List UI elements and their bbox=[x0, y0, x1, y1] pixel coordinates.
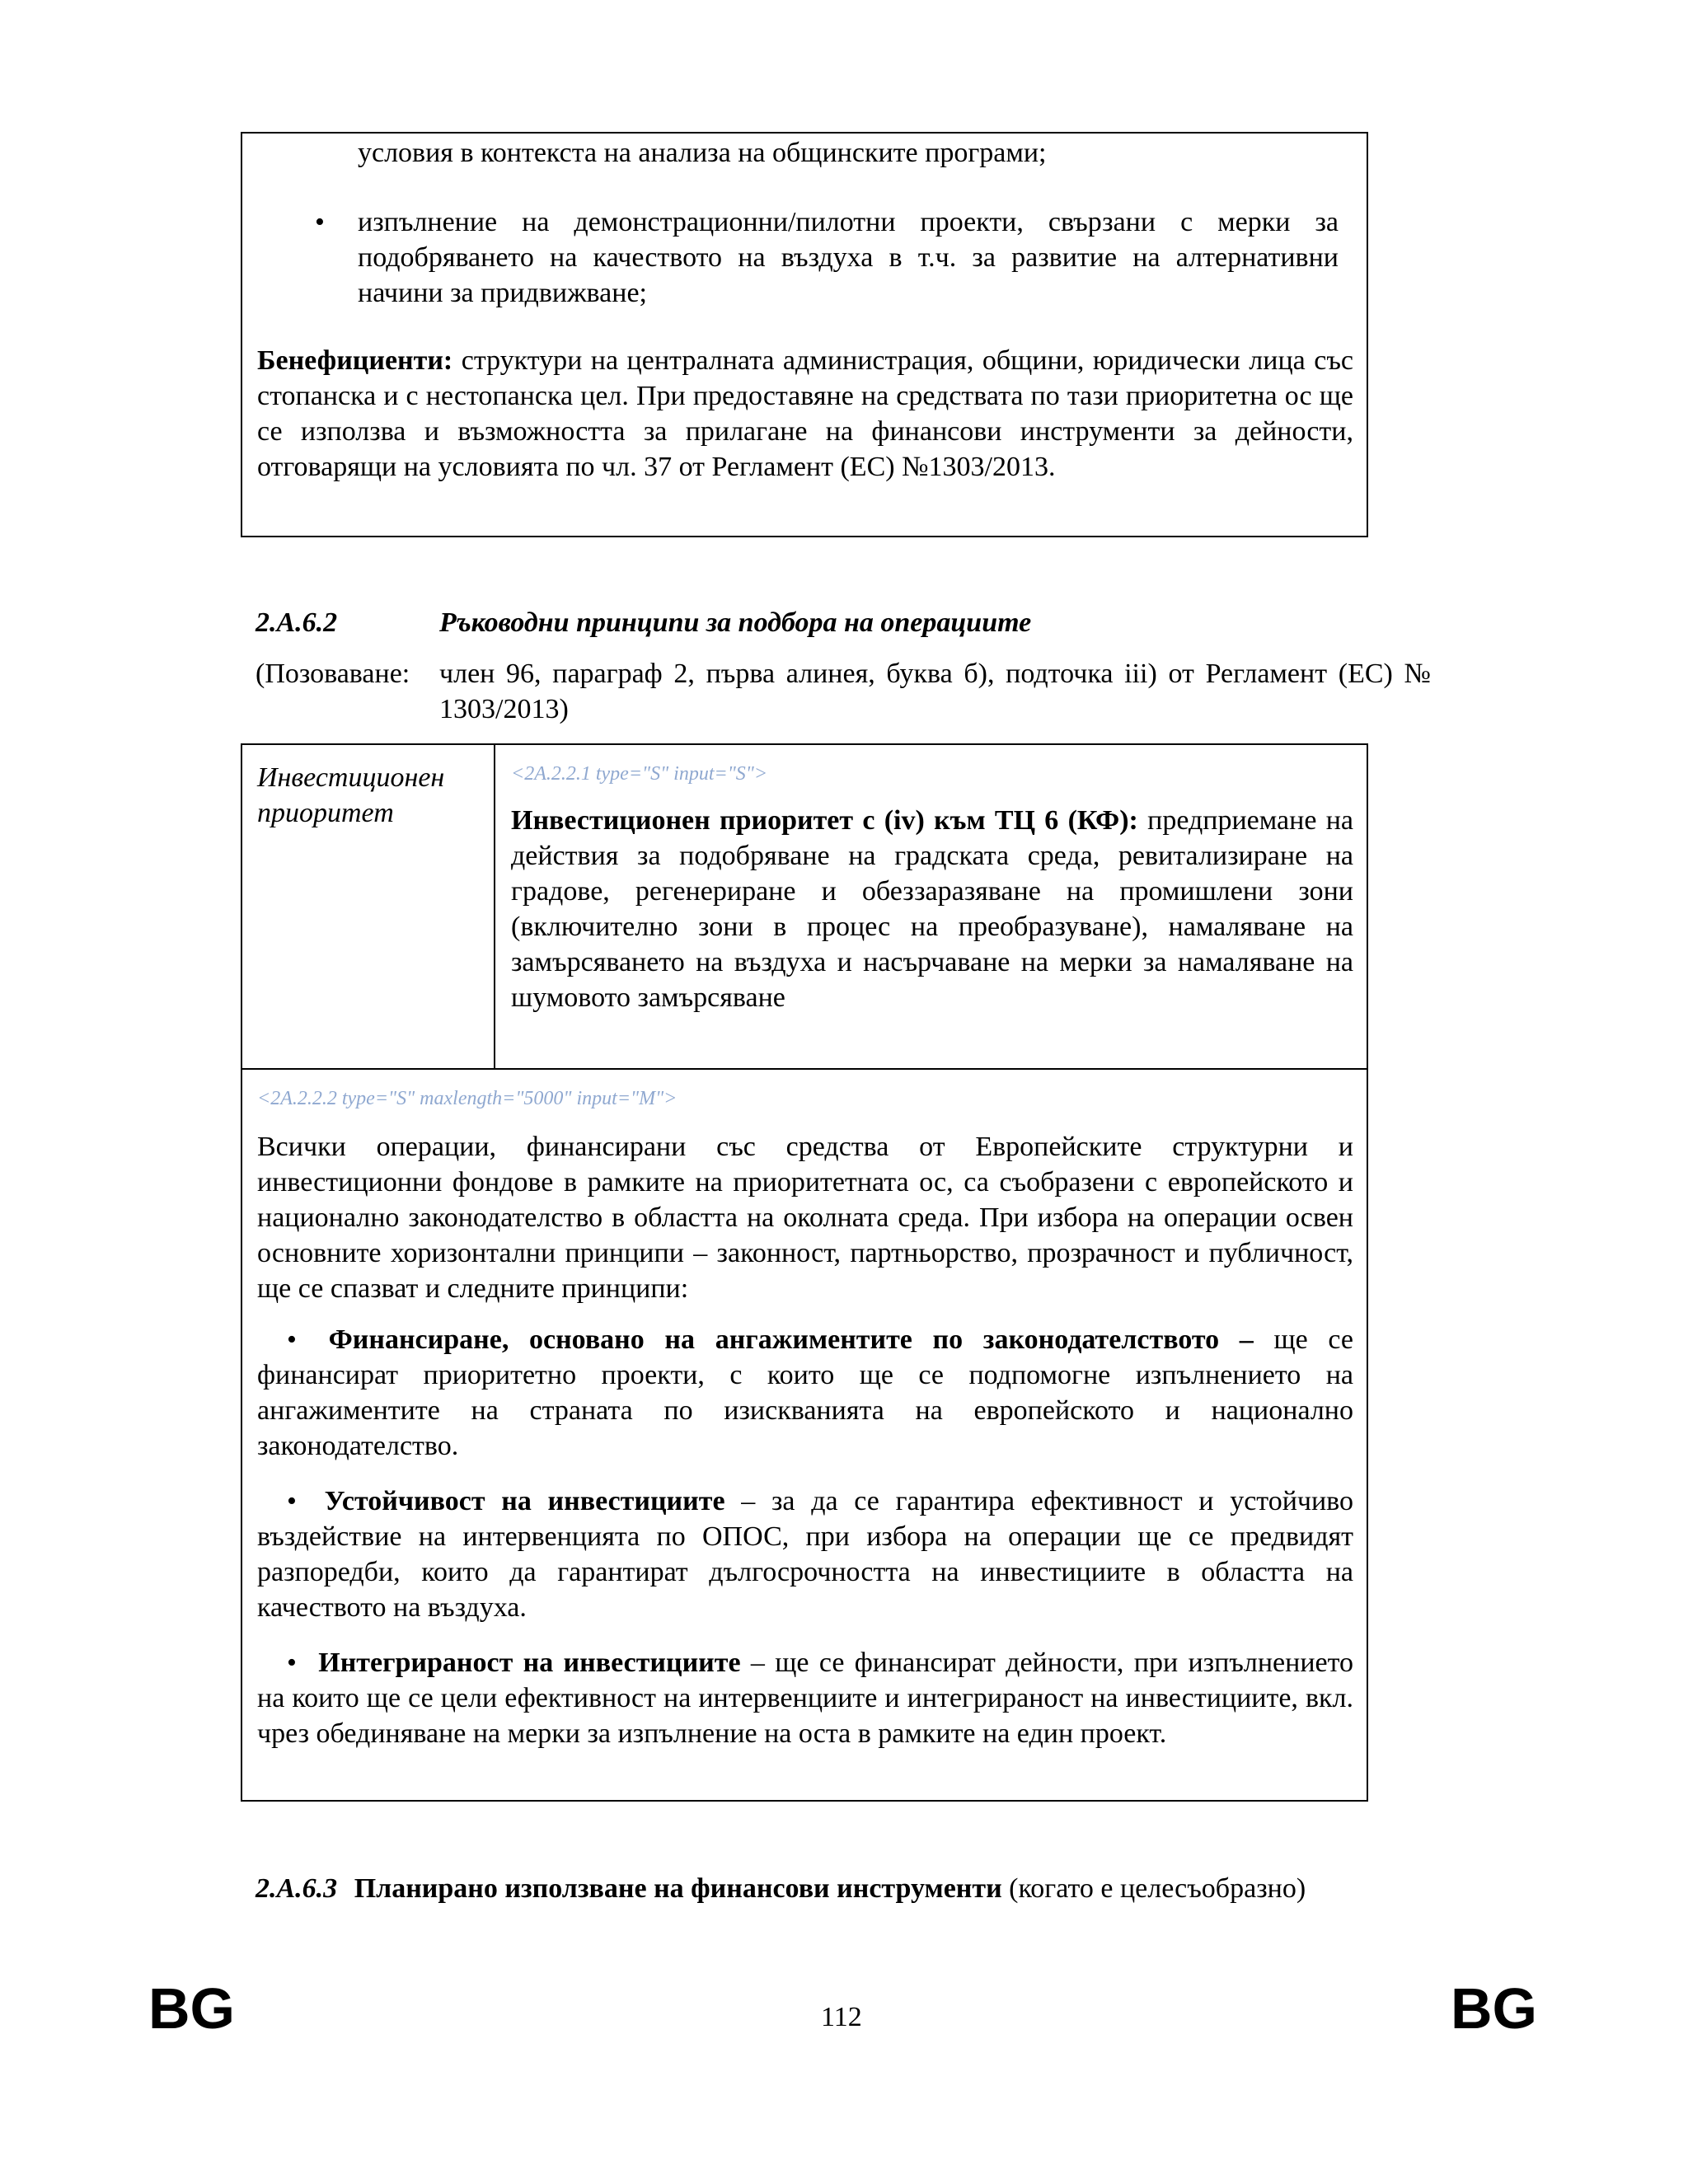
country-code-left: BG bbox=[148, 1976, 235, 2041]
reference-text: член 96, параграф 2, първа алинея, буква б), подточка iii) от Регламент (ЕС) № 1303/2013) bbox=[439, 658, 1431, 724]
top-content-box bbox=[241, 132, 1368, 537]
investment-priority-text: предприемане на действия за подобряване на градската среда, ревитализиране на градове, регенериране и обеззаразяване на промишлени зони (включително зони в процес на преобразуване), намаляване на замърсяването на въздуха и насърчаване на мерки за намаляване на шумовото замърсяване bbox=[511, 805, 1353, 1013]
row-divider bbox=[242, 1068, 1367, 1070]
investment-priority-bold: Инвестиционен приоритет с (iv) към ТЦ 6 (КФ): bbox=[511, 805, 1138, 836]
section-suffix-263: (когато е целесъобразно) bbox=[1001, 1873, 1306, 1904]
principle-item bbox=[257, 1483, 1353, 1625]
section-title-262: Ръководни принципи за подбора на операциите bbox=[439, 607, 1032, 638]
principle-item bbox=[257, 1322, 1353, 1464]
section-263-heading bbox=[256, 1871, 1306, 1906]
principle-bold: Устойчивост на инвестициите bbox=[324, 1486, 725, 1516]
principle-bold: Финансиране, основано на ангажиментите по законодателството – bbox=[328, 1324, 1254, 1355]
beneficiaries-paragraph bbox=[257, 343, 1353, 485]
bullet-icon: • bbox=[287, 1324, 297, 1355]
page-number: 112 bbox=[821, 2002, 862, 2032]
field-tag-2a221: <2A.2.2.1 type="S" input="S"> bbox=[511, 763, 768, 785]
principle-bold: Интегрираност на инвестициите bbox=[318, 1647, 741, 1678]
bullet-icon: • bbox=[287, 1647, 297, 1678]
selection-principles-table bbox=[241, 743, 1368, 1802]
continued-line: условия в контекста на анализа на общинските програми; bbox=[358, 138, 1047, 168]
principle-text: ще се финансират приоритетно проекти, с които ще се подпомогне изпълнението на ангажиментите на страната по изискванията на европейското и национално законодателство. bbox=[257, 1324, 1354, 1461]
bullet-icon: • bbox=[287, 1486, 297, 1516]
bullet-item-pilot-projects bbox=[242, 204, 1353, 311]
section-number-263: 2.A.6.3 bbox=[256, 1873, 338, 1904]
beneficiaries-label: Бенефициенти: bbox=[257, 345, 453, 376]
principles-intro: Всички операции, финансирани със средства от Европейските структурни и инвестиционни фондове в рамките на приоритетната ос, са съобразени с европейското и национално законодателство в областта на околната среда. При избора на операции освен основните хоризонтални принципи – законност, партньорство, прозрачност и публичност, ще се спазват и следните принципи: bbox=[257, 1132, 1353, 1304]
investment-priority-description bbox=[511, 803, 1353, 1015]
section-title-263: Планирано използване на финансови инструменти bbox=[354, 1873, 1002, 1904]
principle-item bbox=[257, 1645, 1353, 1751]
bullet-icon: • bbox=[315, 207, 325, 237]
principle-text: – за да се гарантира ефективност и устойчиво въздействие на интервенцията по ОПОС, при избора на операции ще се предвидят разпоредби, които да гарантират дългосрочността на инвестициите в областта на качеството на въздуха. bbox=[257, 1486, 1354, 1623]
field-tag-2a222: <2A.2.2.2 type="S" maxlength="5000" input="M"> bbox=[257, 1088, 678, 1109]
section-number-262: 2.A.6.2 bbox=[256, 607, 338, 638]
country-code-right: BG bbox=[1451, 1976, 1537, 2041]
column-divider bbox=[494, 745, 495, 1070]
bullet-text: изпълнение на демонстрационни/пилотни проекти, свързани с мерки за подобряването на качеството на въздуха в т.ч. за развитие на алтернативни начини за придвижване; bbox=[358, 207, 1339, 308]
principle-text: – ще се финансират дейности, при изпълнението на които ще се цели ефективност на интервенциите и интегрираност на инвестициите, вкл. чрез обединяване на мерки за изпълнение на оста в рамките на един проект. bbox=[257, 1647, 1354, 1749]
reference-label: (Позоваване: bbox=[256, 658, 410, 689]
beneficiaries-text: структури на централната администрация, общини, юридически лица със стопанска и с нестопанска цел. При предоставяне на средствата по тази приоритетна ос ще се използва и възможността за прилагане на финансови инструменти за дейности, отговарящи на условията по чл. 37 от Регламент (ЕС) №1303/2013. bbox=[257, 345, 1353, 482]
investment-priority-label: Инвестиционен приоритет bbox=[257, 762, 445, 828]
